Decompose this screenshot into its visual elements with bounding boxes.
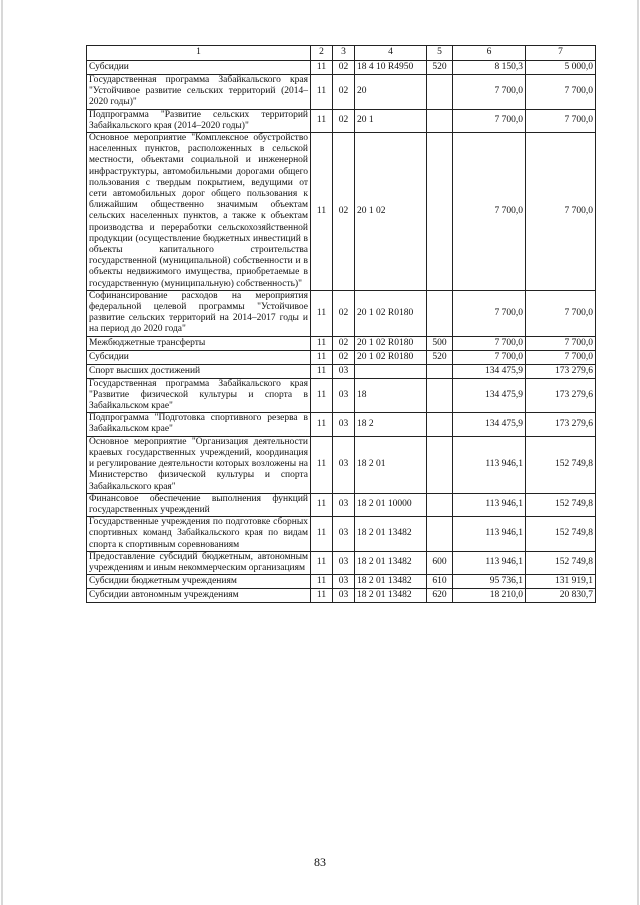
- row-section-cell: 11: [311, 493, 333, 516]
- table-header-row: [87, 46, 596, 61]
- row-name-cell: Государственная программа Забайкальского края "Устойчивое развитие сельских территорий (2014–2020 годы)": [87, 75, 311, 110]
- row-expense-type-cell: 520: [427, 61, 453, 75]
- table-body: [87, 61, 596, 603]
- row-section-cell: 11: [311, 589, 333, 603]
- row-name-cell: Межбюджетные трансферты: [87, 336, 311, 350]
- row-section-cell: 11: [311, 61, 333, 75]
- row-section-cell: 11: [311, 551, 333, 574]
- row-subsection-cell: 02: [333, 61, 355, 75]
- row-amount-year1-cell: 8 150,3: [453, 61, 526, 75]
- row-section-cell: 11: [311, 436, 333, 493]
- row-name-cell: Финансовое обеспечение выполнения функций государственных учреждений: [87, 493, 311, 516]
- row-amount-year1-cell: 7 700,0: [453, 133, 526, 291]
- row-subsection-cell: 02: [333, 109, 355, 132]
- row-name-cell: Государственные учреждения по подготовке сборных спортивных команд Забайкальского края по видам спорта к спортивным соревнованиям: [87, 517, 311, 552]
- row-target-code-cell: 20 1 02 R0180: [355, 336, 427, 350]
- row-amount-year2-cell: 20 830,7: [526, 589, 596, 603]
- row-section-cell: 11: [311, 336, 333, 350]
- row-amount-year1-cell: 7 700,0: [453, 109, 526, 132]
- row-expense-type-cell: [427, 364, 453, 378]
- row-name-cell: Субсидии: [87, 350, 311, 364]
- column-header: 5: [427, 46, 453, 61]
- row-subsection-cell: 02: [333, 336, 355, 350]
- row-subsection-cell: 02: [333, 290, 355, 336]
- row-section-cell: 11: [311, 133, 333, 291]
- row-expense-type-cell: [427, 378, 453, 413]
- table-row: [87, 517, 596, 552]
- row-amount-year1-cell: 134 475,9: [453, 364, 526, 378]
- row-name-cell: Спорт высших достижений: [87, 364, 311, 378]
- row-target-code-cell: [355, 364, 427, 378]
- table-row: [87, 109, 596, 132]
- table-row: [87, 61, 596, 75]
- row-expense-type-cell: 520: [427, 350, 453, 364]
- row-expense-type-cell: [427, 436, 453, 493]
- column-header: 3: [333, 46, 355, 61]
- row-subsection-cell: 03: [333, 413, 355, 436]
- row-section-cell: 11: [311, 517, 333, 552]
- row-section-cell: 11: [311, 413, 333, 436]
- row-amount-year2-cell: 152 749,8: [526, 436, 596, 493]
- row-target-code-cell: 20 1: [355, 109, 427, 132]
- column-header: 7: [526, 46, 596, 61]
- row-name-cell: Предоставление субсидий бюджетным, автономным учреждениям и иным некоммерческим организациям: [87, 551, 311, 574]
- row-section-cell: 11: [311, 75, 333, 110]
- row-amount-year1-cell: 113 946,1: [453, 493, 526, 516]
- row-expense-type-cell: [427, 133, 453, 291]
- row-target-code-cell: 20 1 02 R0180: [355, 350, 427, 364]
- row-amount-year2-cell: 152 749,8: [526, 493, 596, 516]
- row-subsection-cell: 03: [333, 364, 355, 378]
- row-expense-type-cell: [427, 413, 453, 436]
- page-edge-left: [1, 0, 3, 905]
- column-header: 1: [87, 46, 311, 61]
- row-name-cell: Субсидии автономным учреждениям: [87, 589, 311, 603]
- table-row: [87, 336, 596, 350]
- row-target-code-cell: 18 2 01: [355, 436, 427, 493]
- row-name-cell: Подпрограмма "Развитие сельских территорий Забайкальского края (2014–2020 годы)": [87, 109, 311, 132]
- row-section-cell: 11: [311, 364, 333, 378]
- row-section-cell: 11: [311, 378, 333, 413]
- row-name-cell: Софинансирование расходов на мероприятия федеральной целевой программы "Устойчивое развитие сельских территорий на 2014–2017 годы и на период до 2020 года": [87, 290, 311, 336]
- table-row: [87, 378, 596, 413]
- row-amount-year2-cell: 152 749,8: [526, 551, 596, 574]
- row-name-cell: Основное мероприятие "Организация деятельности краевых государственных учреждений, координация и регулирование деятельности которых возложены на Министерство физической культуры и спорта Забайкальского края": [87, 436, 311, 493]
- row-expense-type-cell: [427, 75, 453, 110]
- row-amount-year2-cell: 7 700,0: [526, 290, 596, 336]
- row-subsection-cell: 03: [333, 436, 355, 493]
- table-row: [87, 589, 596, 603]
- row-target-code-cell: 18 4 10 R4950: [355, 61, 427, 75]
- column-header: 4: [355, 46, 427, 61]
- row-subsection-cell: 03: [333, 517, 355, 552]
- row-section-cell: 11: [311, 575, 333, 589]
- row-target-code-cell: 18 2: [355, 413, 427, 436]
- row-target-code-cell: 18 2 01 13482: [355, 551, 427, 574]
- row-target-code-cell: 20 1 02 R0180: [355, 290, 427, 336]
- row-target-code-cell: 18: [355, 378, 427, 413]
- row-subsection-cell: 03: [333, 378, 355, 413]
- row-amount-year2-cell: 7 700,0: [526, 75, 596, 110]
- row-name-cell: Основное мероприятие "Комплексное обустройство населенных пунктов, расположенных в сельской местности, объектами социальной и инженерной инфраструктуры, автомобильными дорогами общего пользования с твердым покрытием, ведущими от сети автомобильных дорог общего пользования к ближайшим общественно значимым объектам сельских населенных пунктов, а также к объектам производства и переработки сельскохозяйственной продукции (осуществление бюджетных инвестиций в объекты капитального строительства государственной (муниципальной) собственности и в объекты недвижимого имущества, приобретаемые в государственную (муниципальную) собственность)": [87, 133, 311, 291]
- row-amount-year2-cell: 131 919,1: [526, 575, 596, 589]
- table-row: [87, 436, 596, 493]
- row-amount-year1-cell: 7 700,0: [453, 350, 526, 364]
- row-expense-type-cell: [427, 517, 453, 552]
- row-expense-type-cell: [427, 290, 453, 336]
- row-amount-year2-cell: 173 279,6: [526, 378, 596, 413]
- table-row: [87, 290, 596, 336]
- row-expense-type-cell: 620: [427, 589, 453, 603]
- row-subsection-cell: 02: [333, 350, 355, 364]
- row-amount-year1-cell: 134 475,9: [453, 378, 526, 413]
- row-expense-type-cell: 610: [427, 575, 453, 589]
- row-amount-year2-cell: 173 279,6: [526, 413, 596, 436]
- row-amount-year2-cell: 7 700,0: [526, 336, 596, 350]
- row-expense-type-cell: [427, 109, 453, 132]
- row-amount-year1-cell: 95 736,1: [453, 575, 526, 589]
- row-amount-year2-cell: 152 749,8: [526, 517, 596, 552]
- table-row: [87, 364, 596, 378]
- row-name-cell: Субсидии бюджетным учреждениям: [87, 575, 311, 589]
- row-name-cell: Субсидии: [87, 61, 311, 75]
- row-amount-year1-cell: 113 946,1: [453, 517, 526, 552]
- page-number: 83: [314, 855, 326, 869]
- row-section-cell: 11: [311, 109, 333, 132]
- row-subsection-cell: 02: [333, 133, 355, 291]
- row-expense-type-cell: [427, 493, 453, 516]
- budget-table: [86, 45, 596, 603]
- row-subsection-cell: 03: [333, 493, 355, 516]
- row-target-code-cell: 18 2 01 13482: [355, 589, 427, 603]
- row-target-code-cell: 18 2 01 10000: [355, 493, 427, 516]
- row-amount-year1-cell: 113 946,1: [453, 551, 526, 574]
- row-name-cell: Государственная программа Забайкальского края "Развитие физической культуры и спорта в Забайкальском крае": [87, 378, 311, 413]
- row-amount-year1-cell: 113 946,1: [453, 436, 526, 493]
- table-row: [87, 133, 596, 291]
- table-row: [87, 413, 596, 436]
- column-header: 2: [311, 46, 333, 61]
- table-row: [87, 575, 596, 589]
- row-subsection-cell: 02: [333, 75, 355, 110]
- column-header: 6: [453, 46, 526, 61]
- row-name-cell: Подпрограмма "Подготовка спортивного резерва в Забайкальском крае": [87, 413, 311, 436]
- row-expense-type-cell: 600: [427, 551, 453, 574]
- table-row: [87, 493, 596, 516]
- row-target-code-cell: 18 2 01 13482: [355, 517, 427, 552]
- row-amount-year1-cell: 134 475,9: [453, 413, 526, 436]
- row-target-code-cell: 20 1 02: [355, 133, 427, 291]
- row-amount-year1-cell: 18 210,0: [453, 589, 526, 603]
- table-row: [87, 75, 596, 110]
- row-subsection-cell: 03: [333, 589, 355, 603]
- row-subsection-cell: 03: [333, 551, 355, 574]
- table-row: [87, 350, 596, 364]
- row-amount-year2-cell: 7 700,0: [526, 350, 596, 364]
- row-amount-year2-cell: 7 700,0: [526, 133, 596, 291]
- table-row: [87, 551, 596, 574]
- row-amount-year1-cell: 7 700,0: [453, 290, 526, 336]
- row-target-code-cell: 20: [355, 75, 427, 110]
- page-edge-right: [637, 0, 639, 905]
- row-amount-year2-cell: 173 279,6: [526, 364, 596, 378]
- row-target-code-cell: 18 2 01 13482: [355, 575, 427, 589]
- row-expense-type-cell: 500: [427, 336, 453, 350]
- row-amount-year1-cell: 7 700,0: [453, 336, 526, 350]
- row-amount-year1-cell: 7 700,0: [453, 75, 526, 110]
- row-amount-year2-cell: 7 700,0: [526, 109, 596, 132]
- row-amount-year2-cell: 5 000,0: [526, 61, 596, 75]
- row-subsection-cell: 03: [333, 575, 355, 589]
- row-section-cell: 11: [311, 290, 333, 336]
- row-section-cell: 11: [311, 350, 333, 364]
